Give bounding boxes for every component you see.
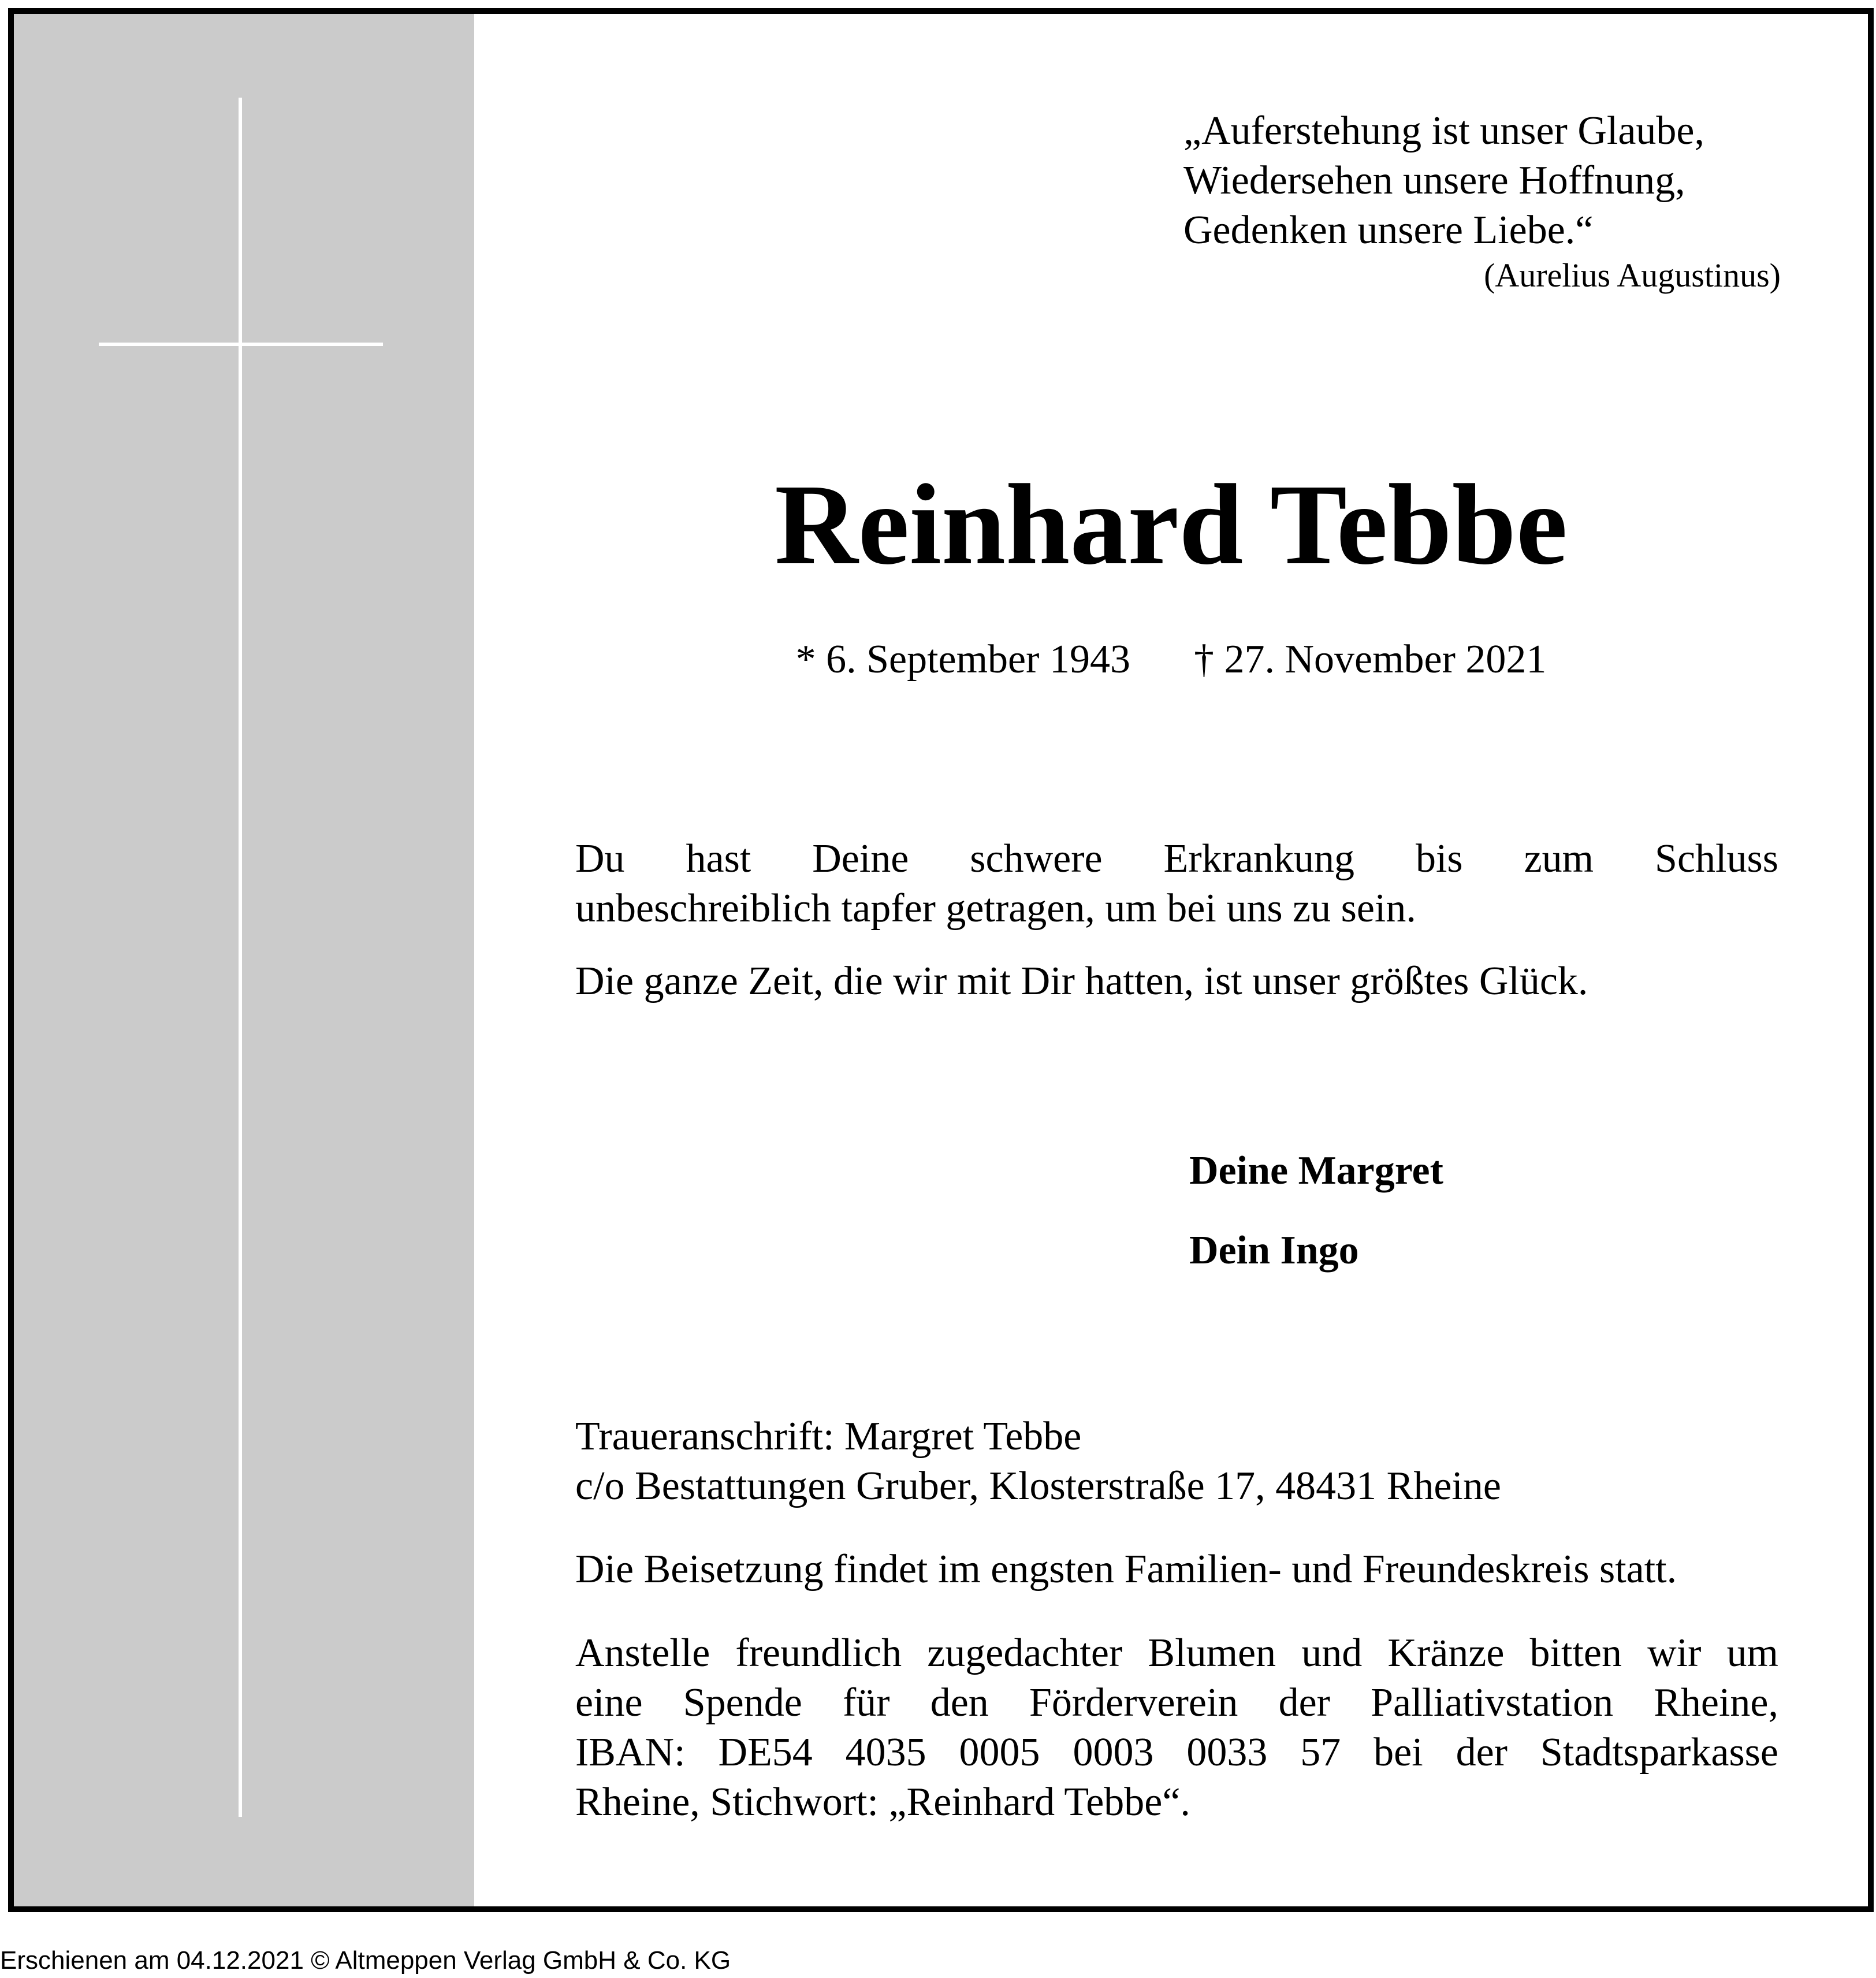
address-line: Traueranschrift: Margret Tebbe	[575, 1414, 1082, 1459]
deceased-name: Reinhard Tebbe	[775, 461, 1568, 589]
donation-note	[575, 1628, 1778, 1827]
side-panel	[14, 14, 474, 1906]
quote-line: Gedenken unsere Liebe.“	[1183, 208, 1594, 252]
signatures	[1189, 1146, 1443, 1306]
birth-date: * 6. September 1943	[795, 637, 1130, 682]
signature: Dein Ingo	[1189, 1228, 1359, 1273]
message-paragraph	[575, 834, 1778, 934]
quote-line: Wiedersehen unsere Hoffnung,	[1183, 158, 1685, 203]
donation-line: eine Spende für den Förderverein der Palliativstation Rheine,	[575, 1680, 1778, 1725]
publication-footer: Erschienen am 04.12.2021 © Altmeppen Verlag GmbH & Co. KG	[0, 1946, 731, 1975]
quote	[1183, 106, 1790, 255]
message-line: unbeschreiblich tapfer getragen, um bei uns zu sein.	[575, 886, 1416, 931]
message-line: Du hast Deine schwere Erkrankung bis zum Schluss	[575, 836, 1778, 881]
signature: Deine Margret	[1189, 1148, 1443, 1193]
message-paragraph: Die ganze Zeit, die wir mit Dir hatten, ist unser größtes Glück.	[575, 959, 1588, 1003]
donation-line: IBAN: DE54 4035 0005 0003 0033 57 bei der Stadtsparkasse	[575, 1730, 1778, 1775]
quote-author: (Aurelius Augustinus)	[1484, 256, 1781, 294]
obituary-frame	[8, 8, 1874, 1912]
funeral-note: Die Beisetzung findet im engsten Familien- und Freundeskreis statt.	[575, 1547, 1677, 1592]
farewell-message	[575, 834, 1778, 1029]
address-line: c/o Bestattungen Gruber, Klosterstraße 17, 48431 Rheine	[575, 1464, 1501, 1508]
donation-line: Anstelle freundlich zugedachter Blumen und Kränze bitten wir um	[575, 1631, 1778, 1675]
life-dates	[474, 635, 1868, 685]
death-date: † 27. November 2021	[1193, 637, 1547, 682]
mourning-address	[575, 1412, 1778, 1511]
donation-line: Rheine, Stichwort: „Reinhard Tebbe“.	[575, 1780, 1190, 1824]
cross-icon-vertical-beam	[239, 98, 242, 1817]
cross-icon-horizontal-beam	[99, 343, 383, 346]
quote-line: „Auferstehung ist unser Glaube,	[1183, 109, 1704, 153]
